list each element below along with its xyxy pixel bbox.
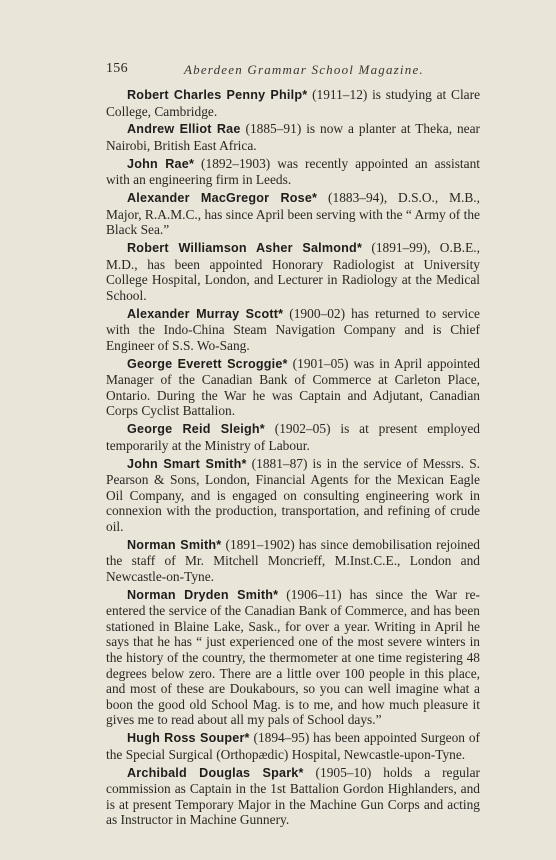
entry-name: Hugh Ross Souper* (127, 731, 250, 746)
entry-text: (1901–05) was in April appointed Manager of the Canadian Bank of Commerce at Carleton Place, Ontario. During the War he was Captain and Adjutant, Canadian Corps Cyclist Battalion. (106, 355, 480, 419)
entry-name: Alexander Murray Scott* (127, 306, 284, 321)
article-body (106, 87, 480, 830)
entry-name: John Smart Smith* (127, 456, 247, 471)
page-number: 156 (106, 61, 128, 76)
entry-text: (1911–12) is studying at Clare College, Cambridge. (106, 87, 481, 119)
entry-text: (1900–02) has returned to service with the Indo-China Steam Navigation Company and is Chief Engineer of S.S. Wo-Sang. (106, 305, 480, 353)
entry-text: (1892–1903) was recently appointed an assistant with an engineering firm in Leeds. (106, 155, 480, 188)
entry-text: (1885–91) is now a planter at Theka, near Nairobi, British East Africa. (106, 121, 481, 153)
entry-name: Robert Williamson Asher Salmond* (127, 241, 363, 256)
entry-name: John Rae* (127, 156, 195, 171)
entry-text: (1906–11) has since the War re-entered the service of the Canadian Bank of Commerce, and has been stationed in Blaine Lake, Sask., for over a year. Writing in April he says that he has “ just experienced one of the most severe winters in the history of the country, the thermometer at one time registering 48 degrees below zero. There are a little over 100 people in this place, and most of these are Doukabours, so you can well imagine what a boon the good old School Mag. is to me, and how much pleasure it gives me to read about all my pals of School days.” (106, 586, 480, 728)
entry-text: (1883–94), D.S.O., M.B., Major, R.A.M.C., has since April been serving with the “ Army of the Black Sea.” (106, 190, 480, 238)
entry-name: George Everett Scroggie* (127, 356, 288, 371)
entry-spark (106, 765, 480, 828)
entry-scott (106, 306, 480, 354)
entry-name: Robert Charles Penny Philp* (127, 88, 308, 102)
entry-name: Norman Dryden Smith* (127, 587, 279, 602)
entry-smith-norman (106, 537, 480, 585)
entry-rae-andrew (106, 121, 480, 153)
entry-name: Andrew Elliot Rae (127, 122, 241, 137)
entry-name: George Reid Sleigh* (127, 422, 265, 437)
entry-salmond (106, 240, 480, 303)
entry-name: Norman Smith* (127, 537, 222, 552)
entry-scroggie (106, 356, 480, 419)
entry-text: (1905–10) holds a regular commission as Captain in the 1st Battalion Gordon Highlanders, and is at present Temporary Major in the Machine Gun Corps and acting as Instructor in Machine Gunnery. (106, 764, 480, 828)
entry-smith-john (106, 456, 480, 535)
entry-philp (106, 87, 480, 119)
entry-text: (1902–05) is at present employed temporarily at the Ministry of Labour. (106, 421, 481, 453)
entry-sleigh (106, 421, 480, 453)
entry-text: (1881–87) is in the service of Messrs. S. Pearson & Sons, London, Financial Agents for the Mexican Eagle Oil Company, and is engaged on consulting engineering work in connexion with the production, transportation, and refining of crude oil. (106, 455, 480, 534)
entry-text: (1894–95) has been appointed Surgeon of the Special Surgical (Orthopædic) Hospital, Newcastle-upon-Tyne. (106, 730, 480, 762)
entry-text: (1891–1902) has since demobilisation rejoined the staff of Mr. Mitchell Moncrieff, M.Inst.C.E., London and Newcastle-on-Tyne. (106, 536, 480, 584)
journal-title: Aberdeen Grammar School Magazine. (184, 62, 424, 77)
entry-name: Archibald Douglas Spark* (127, 765, 304, 780)
entry-rae-john (106, 156, 480, 188)
entry-text: (1891–99), O.B.E., M.D., has been appointed Honorary Radiologist at University College Hospital, London, and Lecturer in Radiology at the Medical School. (106, 240, 480, 303)
entry-smith-norman-dryden (106, 587, 480, 728)
entry-name: Alexander MacGregor Rose* (127, 191, 318, 206)
entry-souper (106, 730, 480, 762)
entry-rose (106, 190, 480, 238)
running-head (106, 61, 480, 81)
